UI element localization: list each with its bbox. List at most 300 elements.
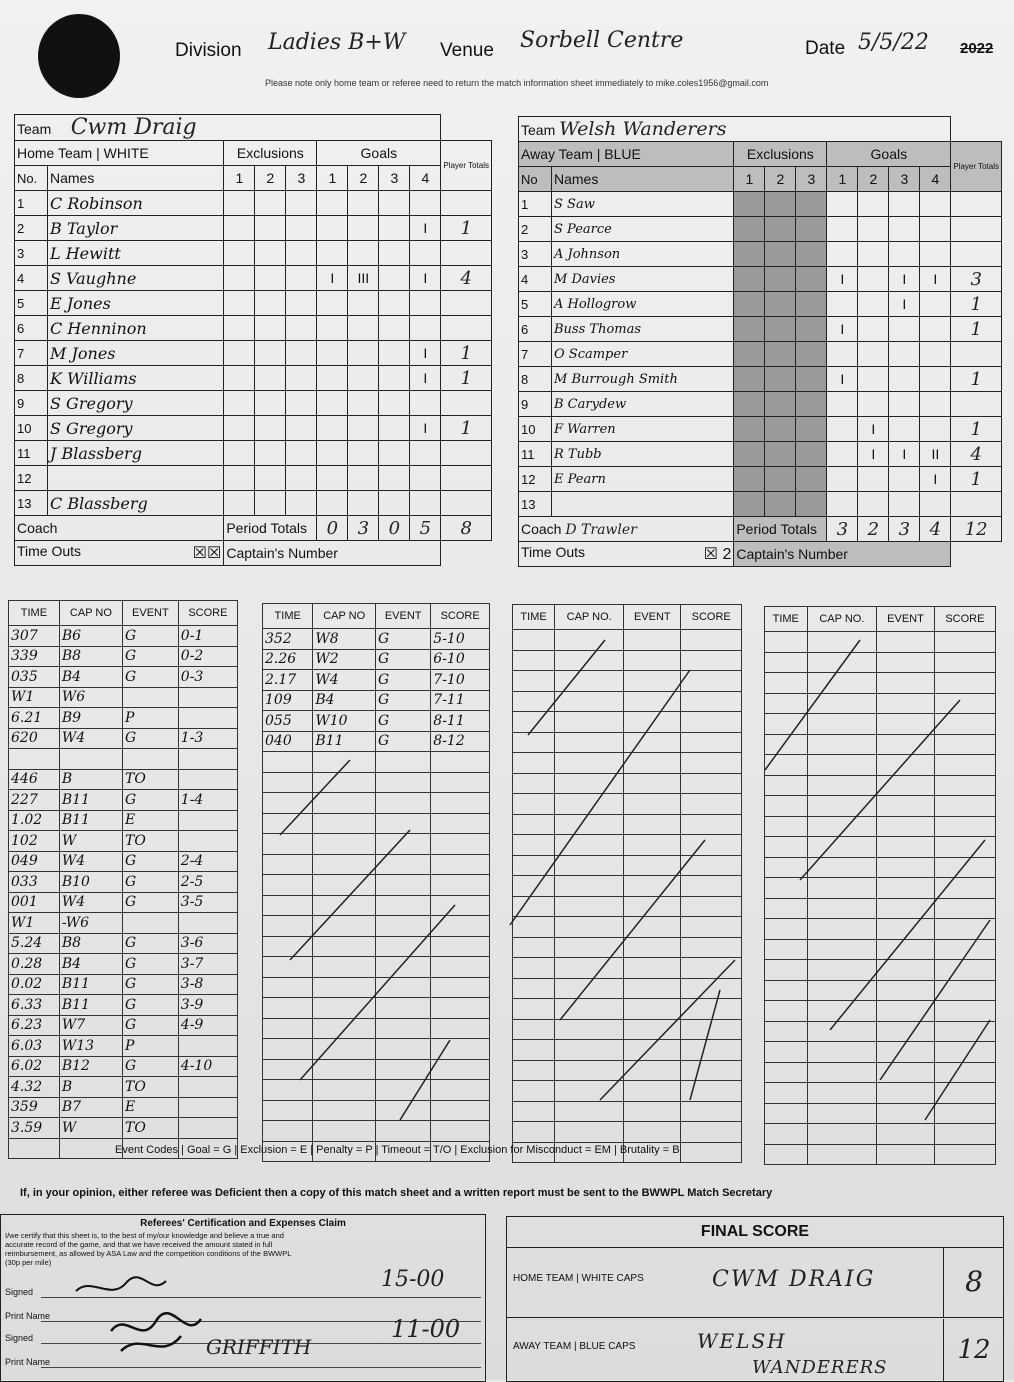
event-cell xyxy=(376,1018,431,1039)
event-row xyxy=(513,1122,742,1143)
event-cell xyxy=(313,813,376,834)
event-cell xyxy=(513,999,555,1020)
event-cell: 3-5 xyxy=(178,892,237,913)
event-cell xyxy=(555,1101,624,1122)
event-cell xyxy=(513,978,555,999)
event-cell xyxy=(513,1040,555,1061)
away-goal-cell xyxy=(858,317,889,342)
event-cell xyxy=(313,752,376,773)
event-cell xyxy=(123,749,179,770)
event-row xyxy=(513,691,742,712)
event-cell xyxy=(313,957,376,978)
away-exclusion-cell xyxy=(796,442,827,467)
event-cell xyxy=(934,878,995,899)
home-exclusion-cell xyxy=(255,216,286,241)
away-no-header: No xyxy=(519,167,552,192)
event-cell xyxy=(263,834,313,855)
home-goal-cell xyxy=(379,291,410,316)
event-cell xyxy=(555,650,624,671)
away-period-total-1: 3 xyxy=(827,517,858,542)
event-cell xyxy=(513,1060,555,1081)
event-row xyxy=(263,752,490,773)
event-row xyxy=(765,714,996,735)
home-player-name: B Taylor xyxy=(48,216,224,241)
event-row xyxy=(263,936,490,957)
event-cell xyxy=(376,895,431,916)
event-cell: E xyxy=(123,810,179,831)
event-cell: 6-10 xyxy=(431,649,490,670)
event-cell: B8 xyxy=(59,933,122,954)
home-exclusion-cell xyxy=(224,291,255,316)
home-goal-cell xyxy=(348,216,379,241)
away-timeouts-value: 2 xyxy=(722,546,732,563)
event-cell: 1-4 xyxy=(178,790,237,811)
away-player-total: 1 xyxy=(951,317,1002,342)
event-cell: B4 xyxy=(313,690,376,711)
away-exclusion-cell xyxy=(796,317,827,342)
event-cell xyxy=(877,1021,935,1042)
event-cell xyxy=(376,1039,431,1060)
home-goal-cell xyxy=(317,441,348,466)
event-cell xyxy=(555,835,624,856)
home-exclusion-cell xyxy=(255,466,286,491)
away-goal-cell: I xyxy=(827,367,858,392)
event-cell xyxy=(313,916,376,937)
event-cell xyxy=(263,772,313,793)
event-row xyxy=(765,857,996,878)
event-row xyxy=(765,673,996,694)
away-team-name: Welsh Wanderers xyxy=(559,118,727,140)
event-cell: 3-9 xyxy=(178,995,237,1016)
event-row xyxy=(765,1021,996,1042)
event-log-2 xyxy=(262,603,490,1162)
event-row xyxy=(263,977,490,998)
home-player-total xyxy=(441,491,492,516)
event-header-score: SCORE xyxy=(431,604,490,629)
event-cell xyxy=(681,1142,742,1163)
event-row xyxy=(513,732,742,753)
away-player-total: 1 xyxy=(951,292,1002,317)
home-timeouts-label: Time Outs ☒☒ xyxy=(15,541,224,566)
event-cell: W1 xyxy=(9,913,60,934)
event-cell xyxy=(765,837,808,858)
away-player-row xyxy=(519,267,1002,292)
home-goal-cell: I xyxy=(410,216,441,241)
event-cell xyxy=(877,1042,935,1063)
event-cell xyxy=(624,630,681,651)
event-cell: 307 xyxy=(9,626,60,647)
event-cell xyxy=(807,878,877,899)
away-coach-value: D Trawler xyxy=(565,521,637,538)
away-exclusion-cell xyxy=(734,467,765,492)
event-cell xyxy=(765,878,808,899)
event-cell xyxy=(431,834,490,855)
year-printed: 2022 xyxy=(960,40,994,57)
event-cell xyxy=(877,960,935,981)
event-cell xyxy=(934,960,995,981)
event-cell xyxy=(934,1001,995,1022)
event-cell xyxy=(807,1083,877,1104)
event-cell: W xyxy=(59,831,122,852)
home-goal-cell: I xyxy=(410,366,441,391)
event-cell xyxy=(263,916,313,937)
home-names-header: Names xyxy=(48,166,224,191)
signed-label-2: Signed xyxy=(5,1333,34,1343)
event-cell xyxy=(431,813,490,834)
event-cell xyxy=(123,687,179,708)
event-row xyxy=(263,649,490,670)
home-exclusion-cell xyxy=(224,466,255,491)
away-exclusion-cell xyxy=(796,492,827,517)
away-player-name: F Warren xyxy=(552,417,734,442)
home-goal-cell xyxy=(317,341,348,366)
event-header-event: EVENT xyxy=(376,604,431,629)
home-goal-cell xyxy=(317,291,348,316)
event-cell: P xyxy=(123,708,179,729)
event-cell xyxy=(765,673,808,694)
event-cell: W4 xyxy=(59,851,122,872)
event-cell: B10 xyxy=(59,872,122,893)
event-header-time: TIME xyxy=(513,605,555,630)
away-player-number: 5 xyxy=(519,292,552,317)
event-cell xyxy=(934,857,995,878)
event-cell: 3-8 xyxy=(178,974,237,995)
event-cell: 4.32 xyxy=(9,1077,60,1098)
event-header-event: EVENT xyxy=(877,607,935,632)
home-exclusion-cell xyxy=(255,191,286,216)
event-row xyxy=(765,1062,996,1083)
away-player-number: 13 xyxy=(519,492,552,517)
final-away-score: 12 xyxy=(943,1319,1004,1381)
home-period-total-3: 0 xyxy=(379,516,410,541)
event-row xyxy=(263,895,490,916)
event-cell xyxy=(681,896,742,917)
home-period-total-4: 5 xyxy=(410,516,441,541)
away-exclusion-cell xyxy=(765,192,796,217)
home-exclusion-cell xyxy=(286,241,317,266)
away-exclusion-cell xyxy=(734,317,765,342)
event-row xyxy=(765,1042,996,1063)
event-cell: B11 xyxy=(59,995,122,1016)
away-player-total: 1 xyxy=(951,417,1002,442)
event-cell xyxy=(681,1081,742,1102)
home-exclusion-cell xyxy=(286,416,317,441)
home-final-total: 8 xyxy=(441,516,492,541)
event-cell xyxy=(624,794,681,815)
home-goal-cell xyxy=(348,316,379,341)
event-cell xyxy=(431,1059,490,1080)
home-exclusion-cell xyxy=(224,191,255,216)
event-row xyxy=(765,980,996,1001)
event-cell xyxy=(376,834,431,855)
venue-value: Sorbell Centre xyxy=(520,28,684,53)
event-cell: 227 xyxy=(9,790,60,811)
event-cell: 5.24 xyxy=(9,933,60,954)
home-player-total: 4 xyxy=(441,266,492,291)
event-cell xyxy=(681,855,742,876)
event-cell: W6 xyxy=(59,687,122,708)
event-header-time: TIME xyxy=(765,607,808,632)
event-cell xyxy=(513,835,555,856)
home-goal-cell xyxy=(348,366,379,391)
away-exclusion-cell xyxy=(734,367,765,392)
event-cell xyxy=(765,919,808,940)
event-cell: G xyxy=(123,667,179,688)
away-goal-cell xyxy=(920,242,951,267)
event-cell xyxy=(681,1040,742,1061)
event-row xyxy=(513,876,742,897)
event-row xyxy=(513,978,742,999)
event-cell xyxy=(807,775,877,796)
event-cell: 359 xyxy=(9,1097,60,1118)
home-exclusion-cell xyxy=(286,341,317,366)
home-goal-cell xyxy=(379,466,410,491)
event-row xyxy=(765,898,996,919)
event-cell xyxy=(877,693,935,714)
event-row xyxy=(9,933,238,954)
home-player-row xyxy=(15,266,492,291)
event-cell: W4 xyxy=(59,728,122,749)
event-cell xyxy=(431,793,490,814)
away-player-total xyxy=(951,392,1002,417)
away-goal-cell xyxy=(920,392,951,417)
away-player-number: 8 xyxy=(519,367,552,392)
event-cell: 1-3 xyxy=(178,728,237,749)
event-cell xyxy=(431,998,490,1019)
home-exclusion-cell xyxy=(255,316,286,341)
home-player-number: 9 xyxy=(15,391,48,416)
away-roster-table xyxy=(518,116,1002,567)
away-exclusion-cell xyxy=(765,392,796,417)
away-player-number: 6 xyxy=(519,317,552,342)
event-cell xyxy=(178,1097,237,1118)
home-player-row xyxy=(15,341,492,366)
event-cell xyxy=(431,854,490,875)
event-row xyxy=(263,1039,490,1060)
away-player-number: 10 xyxy=(519,417,552,442)
home-goal-cell xyxy=(348,391,379,416)
event-row xyxy=(9,872,238,893)
event-cell xyxy=(681,773,742,794)
event-cell xyxy=(807,755,877,776)
event-cell: 352 xyxy=(263,629,313,650)
home-player-number: 2 xyxy=(15,216,48,241)
away-goal-cell xyxy=(858,217,889,242)
home-exclusion-cell xyxy=(286,491,317,516)
event-row xyxy=(263,916,490,937)
away-col-goal-4: 4 xyxy=(920,167,951,192)
home-exclusion-cell xyxy=(255,366,286,391)
home-goal-cell xyxy=(379,416,410,441)
home-exclusion-cell xyxy=(286,266,317,291)
home-player-row xyxy=(15,316,492,341)
event-cell xyxy=(624,732,681,753)
event-cell: 2.26 xyxy=(263,649,313,670)
event-cell xyxy=(765,1042,808,1063)
event-cell xyxy=(555,773,624,794)
away-exclusion-cell xyxy=(765,442,796,467)
away-period-totals-label: Period Totals xyxy=(734,517,827,542)
away-goal-cell xyxy=(858,392,889,417)
event-row xyxy=(765,693,996,714)
home-exclusion-cell xyxy=(255,341,286,366)
event-cell: 040 xyxy=(263,731,313,752)
away-player-total: 1 xyxy=(951,467,1002,492)
event-cell xyxy=(431,895,490,916)
event-cell xyxy=(877,734,935,755)
event-cell: 033 xyxy=(9,872,60,893)
event-row xyxy=(765,960,996,981)
event-cell xyxy=(178,708,237,729)
event-cell: 7-11 xyxy=(431,690,490,711)
away-player-row xyxy=(519,242,1002,267)
away-player-total xyxy=(951,342,1002,367)
home-player-name: S Gregory xyxy=(48,391,224,416)
event-cell xyxy=(934,1103,995,1124)
away-side-label: Away Team | BLUE xyxy=(519,142,734,167)
away-goal-cell xyxy=(889,367,920,392)
away-player-row xyxy=(519,292,1002,317)
event-row xyxy=(9,892,238,913)
away-player-name: A Johnson xyxy=(552,242,734,267)
event-cell: 2-4 xyxy=(178,851,237,872)
event-cell xyxy=(934,796,995,817)
event-cell xyxy=(178,831,237,852)
away-exclusion-cell xyxy=(796,217,827,242)
event-cell: B9 xyxy=(59,708,122,729)
event-cell xyxy=(178,810,237,831)
event-cell xyxy=(376,1059,431,1080)
event-cell xyxy=(513,794,555,815)
event-cell: 0-1 xyxy=(178,626,237,647)
event-log-4 xyxy=(764,606,996,1165)
home-col-goal-2: 2 xyxy=(348,166,379,191)
event-cell xyxy=(681,1122,742,1143)
event-cell: G xyxy=(123,892,179,913)
away-col-excl-1: 1 xyxy=(734,167,765,192)
event-cell xyxy=(624,999,681,1020)
home-player-total xyxy=(441,316,492,341)
event-cell: 055 xyxy=(263,711,313,732)
away-goal-cell: I xyxy=(920,467,951,492)
event-cell xyxy=(513,732,555,753)
event-cell xyxy=(513,1081,555,1102)
home-goal-cell xyxy=(410,491,441,516)
event-cell xyxy=(681,917,742,938)
home-exclusion-cell xyxy=(255,291,286,316)
event-cell xyxy=(765,796,808,817)
event-cell xyxy=(263,875,313,896)
event-cell xyxy=(624,753,681,774)
away-goal-cell xyxy=(920,292,951,317)
event-cell: 446 xyxy=(9,769,60,790)
event-cell xyxy=(555,712,624,733)
home-exclusion-cell xyxy=(255,441,286,466)
away-goal-cell xyxy=(827,417,858,442)
event-row xyxy=(513,773,742,794)
away-goal-cell xyxy=(827,392,858,417)
away-player-name: S Saw xyxy=(552,192,734,217)
home-player-row xyxy=(15,491,492,516)
event-row xyxy=(513,999,742,1020)
event-cell xyxy=(877,755,935,776)
event-cell xyxy=(807,632,877,653)
event-cell: TO xyxy=(123,1118,179,1139)
event-cell xyxy=(431,1100,490,1121)
home-exclusion-cell xyxy=(224,491,255,516)
away-goal-cell xyxy=(920,317,951,342)
home-player-number: 6 xyxy=(15,316,48,341)
away-player-name: E Pearn xyxy=(552,467,734,492)
event-cell xyxy=(431,977,490,998)
event-cell xyxy=(376,772,431,793)
event-cell xyxy=(431,875,490,896)
away-exclusion-cell xyxy=(765,467,796,492)
away-player-name xyxy=(552,492,734,517)
home-goal-cell xyxy=(379,366,410,391)
away-exclusion-cell xyxy=(765,242,796,267)
home-col-goal-3: 3 xyxy=(379,166,410,191)
event-header-time: TIME xyxy=(9,601,60,626)
home-exclusion-cell xyxy=(224,216,255,241)
home-goal-cell: I xyxy=(317,266,348,291)
event-cell xyxy=(313,895,376,916)
event-cell: W xyxy=(59,1118,122,1139)
event-cell xyxy=(624,691,681,712)
event-cell xyxy=(313,834,376,855)
event-cell: G xyxy=(123,1015,179,1036)
home-player-total xyxy=(441,191,492,216)
event-cell: 0.02 xyxy=(9,974,60,995)
event-row xyxy=(9,995,238,1016)
event-row xyxy=(263,1059,490,1080)
event-cell xyxy=(807,796,877,817)
home-player-name: M Jones xyxy=(48,341,224,366)
event-cell xyxy=(807,1144,877,1165)
event-cell: 0-2 xyxy=(178,646,237,667)
event-row xyxy=(9,810,238,831)
event-cell xyxy=(313,793,376,814)
event-cell xyxy=(807,1042,877,1063)
event-cell xyxy=(624,937,681,958)
event-cell xyxy=(555,794,624,815)
home-exclusion-cell xyxy=(286,441,317,466)
event-cell xyxy=(513,896,555,917)
away-exclusion-cell xyxy=(765,317,796,342)
event-cell: 3-6 xyxy=(178,933,237,954)
event-row xyxy=(9,831,238,852)
away-goal-cell xyxy=(920,342,951,367)
away-goal-cell xyxy=(858,342,889,367)
home-goal-cell xyxy=(410,441,441,466)
home-exclusion-cell xyxy=(255,266,286,291)
event-row xyxy=(263,772,490,793)
event-cell xyxy=(765,1021,808,1042)
home-exclusion-cell xyxy=(224,341,255,366)
away-player-row xyxy=(519,492,1002,517)
home-exclusion-cell xyxy=(224,441,255,466)
event-row xyxy=(765,796,996,817)
away-team-label: Team xyxy=(521,122,556,138)
home-exclusions-header: Exclusions xyxy=(224,141,317,166)
event-header-event: EVENT xyxy=(123,601,179,626)
away-exclusion-cell xyxy=(796,242,827,267)
event-cell xyxy=(934,1021,995,1042)
away-exclusion-cell xyxy=(734,292,765,317)
away-goal-cell xyxy=(920,492,951,517)
event-row xyxy=(9,667,238,688)
event-row xyxy=(513,712,742,733)
